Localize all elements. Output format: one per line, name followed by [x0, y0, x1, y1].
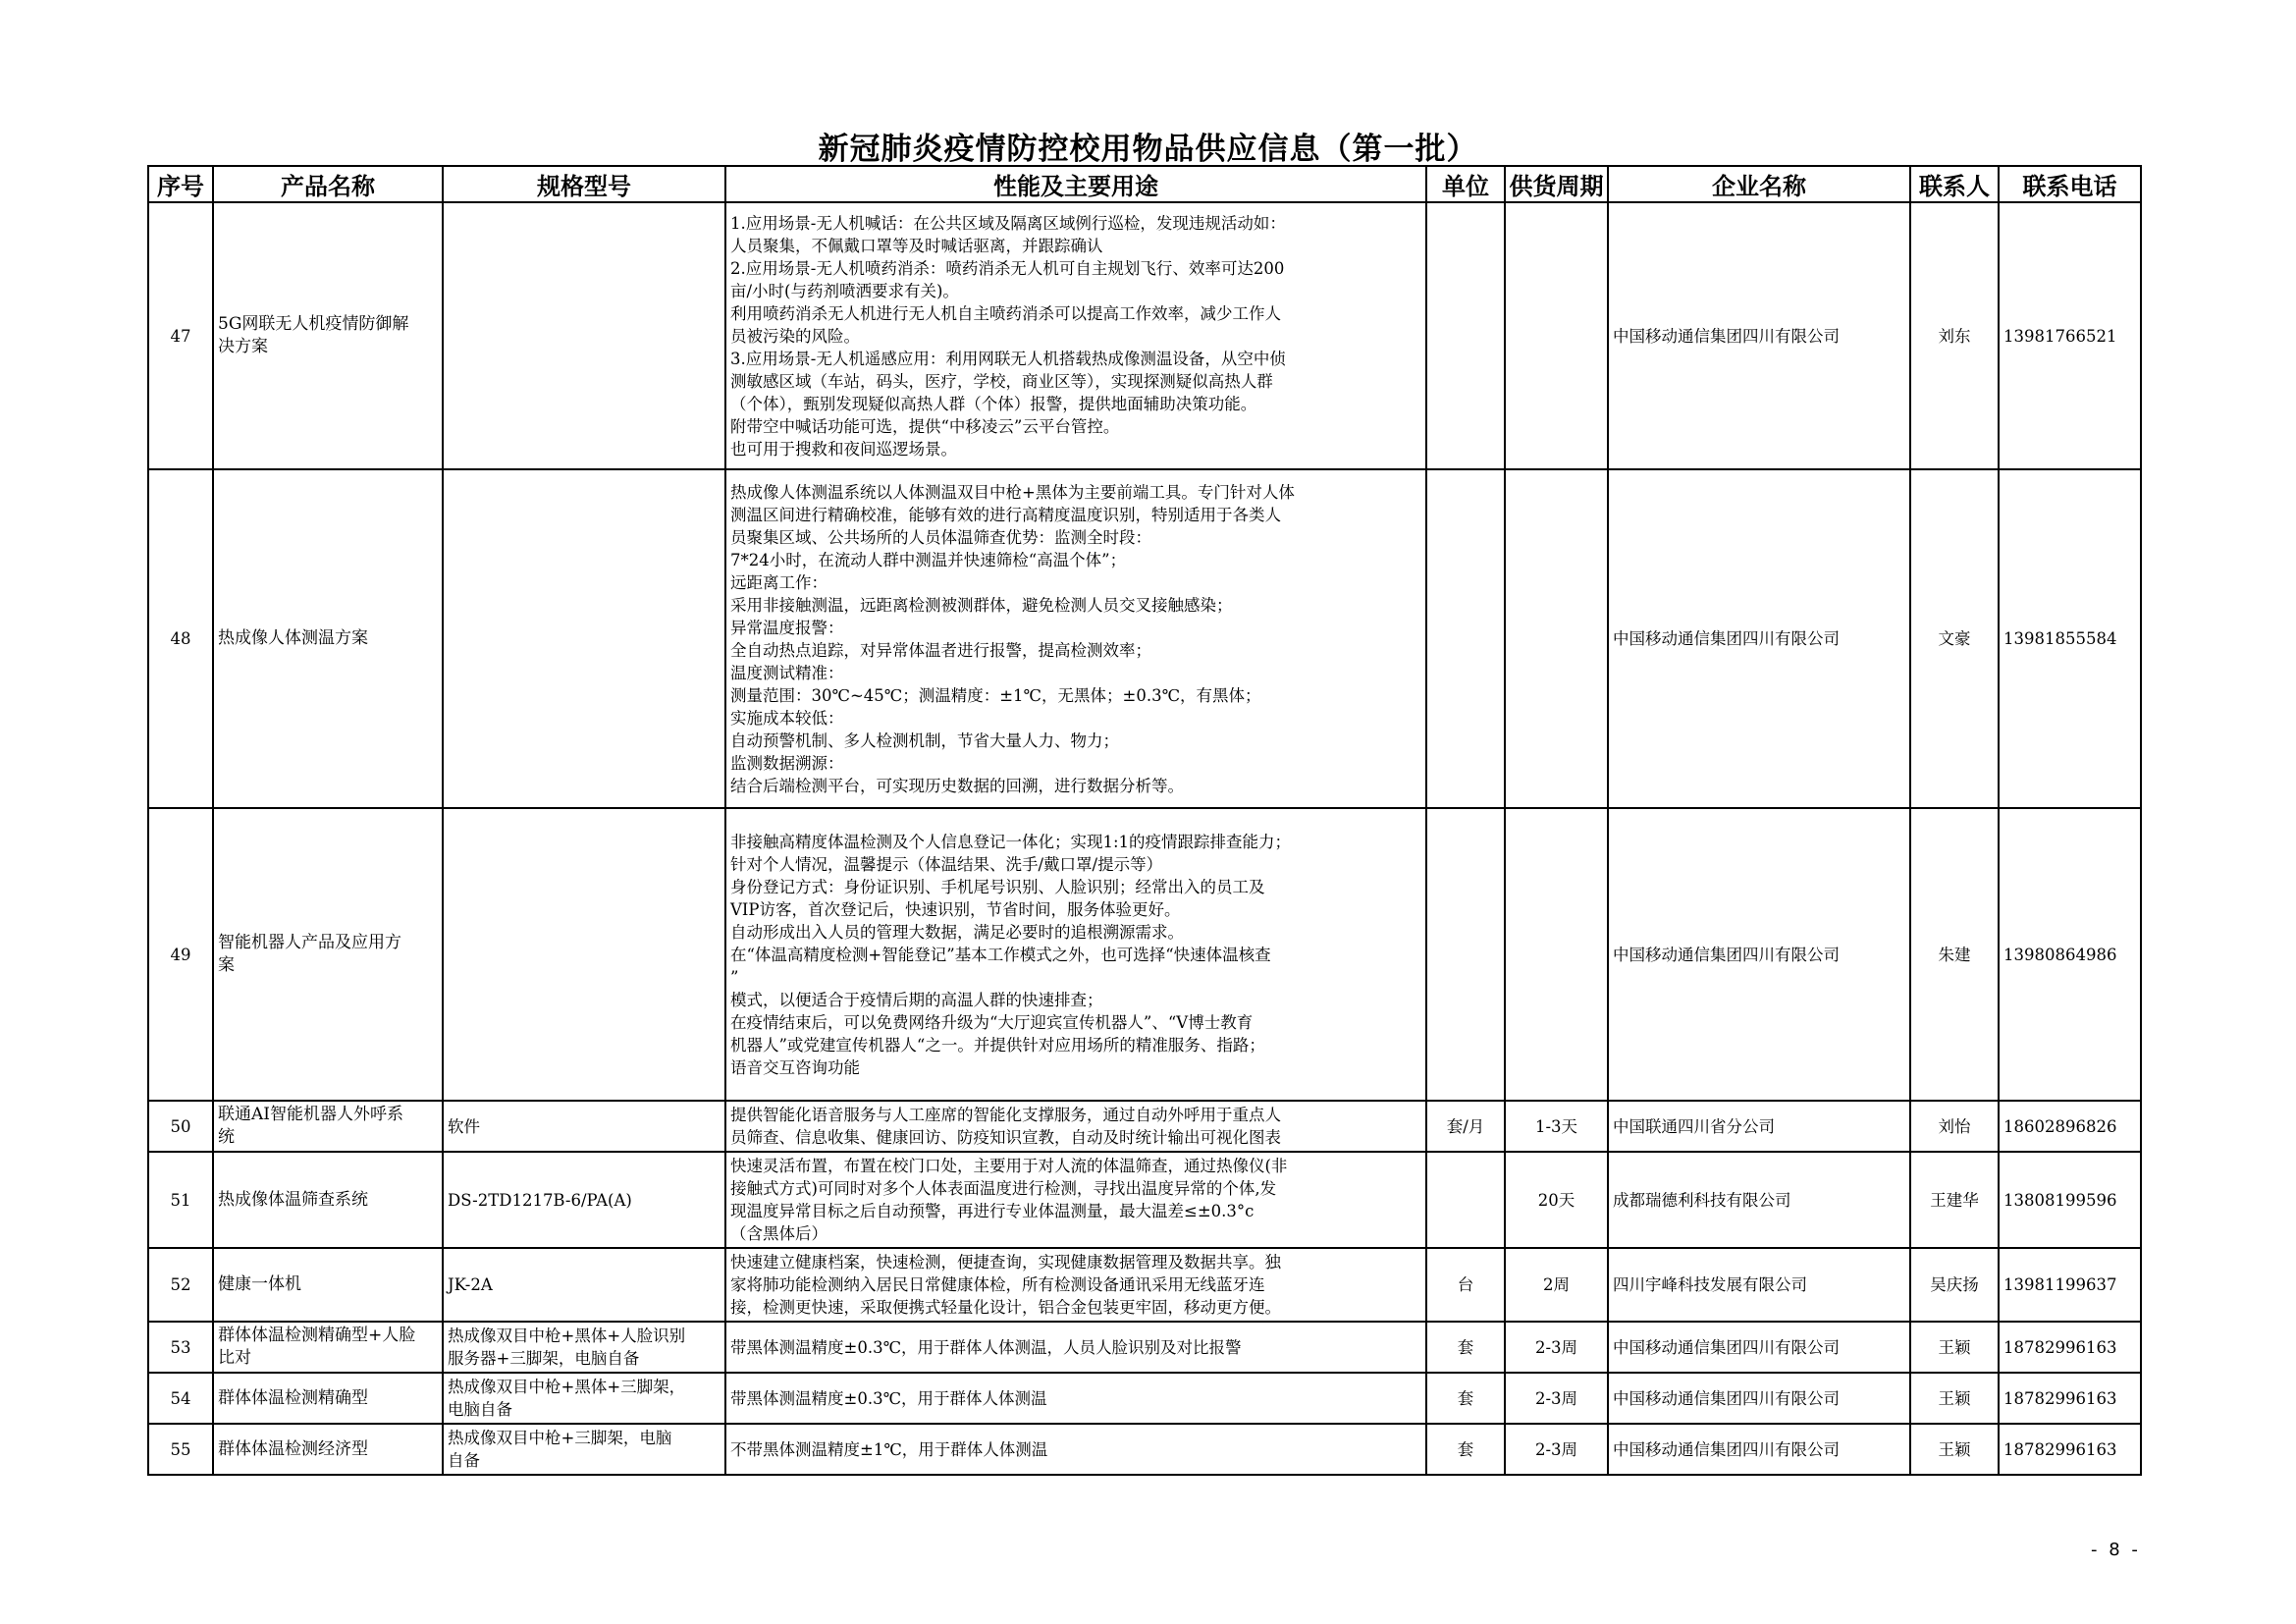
desc-line: 测温区间进行精确校准，能够有效的进行高精度温度识别，特别适用于各类人	[730, 505, 1281, 524]
desc-line: 远距离工作：	[730, 572, 828, 592]
desc-line: 也可用于搜救和夜间巡逻场景。	[730, 439, 957, 459]
unit-cell	[1426, 808, 1505, 1101]
desc-line: 亩/小时(与药剂喷洒要求有关)。	[730, 281, 959, 300]
function-cell	[725, 469, 1426, 808]
desc-line: 不带黑体测温精度±1℃，用于群体人体测温	[730, 1439, 1048, 1459]
cycle-cell: 1-3天	[1505, 1101, 1608, 1152]
phone-cell: 13808199596	[1999, 1152, 2141, 1248]
company-cell: 中国联通四川省分公司	[1608, 1101, 1910, 1152]
header-seq: 序号	[148, 166, 213, 202]
seq-cell: 47	[148, 202, 213, 469]
table-row	[148, 1152, 2141, 1248]
desc-line: 温度测试精准：	[730, 663, 844, 682]
desc-line: 在疫情结束后，可以免费网络升级为“大厅迎宾宣传机器人”、“V博士教育	[730, 1012, 1254, 1032]
unit-cell: 套	[1426, 1373, 1505, 1424]
product-cell	[213, 1322, 443, 1373]
seq-cell: 48	[148, 469, 213, 808]
spec-cell	[443, 1101, 725, 1152]
phone-cell: 13981766521	[1999, 202, 2141, 469]
seq-cell: 50	[148, 1101, 213, 1152]
desc-line: 附带空中喊话功能可选，提供“中移凌云”云平台管控。	[730, 416, 1120, 436]
cycle-cell	[1505, 808, 1608, 1101]
spec-line: DS-2TD1217B-6/PA(A)	[448, 1190, 632, 1210]
desc-line: 热成像人体测温系统以人体测温双目中枪+黑体为主要前端工具。专门针对人体	[730, 482, 1295, 502]
cycle-cell: 2-3周	[1505, 1373, 1608, 1424]
desc-line: 模式，以便适合于疫情后期的高温人群的快速排查；	[730, 990, 1103, 1009]
desc-line: 自动形成出入人员的管理大数据，满足必要时的追根溯源需求。	[730, 922, 1184, 942]
cycle-cell: 2-3周	[1505, 1424, 1608, 1475]
company-cell: 中国移动通信集团四川有限公司	[1608, 808, 1910, 1101]
phone-cell: 18602896826	[1999, 1101, 2141, 1152]
desc-line: VIP访客，首次登记后，快速识别，节省时间，服务体验更好。	[730, 899, 1181, 919]
desc-line: 员被污染的风险。	[730, 326, 860, 346]
desc-line: 快速灵活布置，布置在校门口处，主要用于对人流的体温筛查，通过热像仪(非	[730, 1157, 1288, 1175]
company-cell: 中国移动通信集团四川有限公司	[1608, 202, 1910, 469]
spec-line: 自备	[448, 1451, 480, 1470]
desc-line: 针对个人情况，温馨提示（体温结果、洗手/戴口罩/提示等）	[730, 854, 1163, 874]
desc-line: 家将肺功能检测纳入居民日常健康体检，所有检测设备通讯采用无线蓝牙连	[730, 1275, 1265, 1294]
contact-cell: 刘东	[1910, 202, 1999, 469]
phone-cell: 18782996163	[1999, 1424, 2141, 1475]
function-cell	[725, 1373, 1426, 1424]
seq-cell: 51	[148, 1152, 213, 1248]
product-line: 热成像人体测温方案	[218, 628, 368, 648]
contact-cell: 王建华	[1910, 1152, 1999, 1248]
unit-cell: 台	[1426, 1248, 1505, 1322]
desc-line: 实施成本较低：	[730, 708, 844, 728]
unit-cell	[1426, 202, 1505, 469]
company-cell: 四川宇峰科技发展有限公司	[1608, 1248, 1910, 1322]
contact-cell: 王颖	[1910, 1373, 1999, 1424]
spec-cell	[443, 469, 725, 808]
company-cell: 中国移动通信集团四川有限公司	[1608, 1373, 1910, 1424]
desc-line: 语音交互咨询功能	[730, 1057, 860, 1077]
table-row	[148, 1424, 2141, 1475]
phone-cell: 13981855584	[1999, 469, 2141, 808]
spec-line: 热成像双目中枪+三脚架，电脑	[448, 1429, 672, 1447]
desc-line: 1.应用场景-无人机喊话：在公共区域及隔离区域例行巡检，发现违规活动如：	[730, 213, 1286, 233]
spec-line: 软件	[448, 1116, 480, 1136]
product-cell	[213, 1152, 443, 1248]
table-row	[148, 202, 2141, 469]
table-row	[148, 1248, 2141, 1322]
contact-cell: 朱建	[1910, 808, 1999, 1101]
desc-line: 7*24小时，在流动人群中测温并快速筛检“高温个体”；	[730, 550, 1127, 569]
product-line: 案	[218, 955, 235, 975]
desc-line: （含黑体后）	[730, 1224, 828, 1243]
desc-line: 身份登记方式：身份证识别、手机尾号识别、人脸识别；经常出入的员工及	[730, 877, 1265, 896]
spec-line: 服务器+三脚架，电脑自备	[448, 1349, 640, 1368]
company-cell: 成都瑞德利科技有限公司	[1608, 1152, 1910, 1248]
header-contact: 联系人	[1910, 166, 1999, 202]
spec-line: JK-2A	[448, 1275, 493, 1294]
product-line: 统	[218, 1127, 235, 1147]
desc-line: 2.应用场景-无人机喷药消杀：喷药消杀无人机可自主规划飞行、效率可达200	[730, 258, 1285, 278]
desc-line: 人员聚集，不佩戴口罩等及时喊话驱离，并跟踪确认	[730, 236, 1103, 255]
desc-line: 现温度异常目标之后自动预警，再进行专业体温测量，最大温差≤±0.3°c	[730, 1202, 1255, 1220]
table-body	[148, 202, 2141, 1475]
phone-cell: 18782996163	[1999, 1322, 2141, 1373]
header-unit: 单位	[1426, 166, 1505, 202]
spec-cell	[443, 1373, 725, 1424]
product-line: 联通AI智能机器人外呼系	[218, 1105, 403, 1124]
desc-line: 带黑体测温精度±0.3℃，用于群体人体测温，人员人脸识别及对比报警	[730, 1337, 1242, 1357]
table-row	[148, 808, 2141, 1101]
desc-line: 3.应用场景-无人机遥感应用：利用网联无人机搭载热成像测温设备，从空中侦	[730, 349, 1286, 368]
header-row	[148, 166, 2141, 202]
company-cell: 中国移动通信集团四川有限公司	[1608, 1424, 1910, 1475]
seq-cell: 53	[148, 1322, 213, 1373]
desc-line: 结合后端检测平台，可实现历史数据的回溯，进行数据分析等。	[730, 776, 1184, 795]
header-phone: 联系电话	[1999, 166, 2141, 202]
desc-line: 接，检测更快速，采取便携式轻量化设计，铝合金包装更牢固，移动更方便。	[730, 1298, 1281, 1317]
seq-cell: 54	[148, 1373, 213, 1424]
product-line: 5G网联无人机疫情防御解	[218, 314, 409, 334]
function-cell	[725, 1322, 1426, 1373]
product-cell	[213, 1101, 443, 1152]
phone-cell: 18782996163	[1999, 1373, 2141, 1424]
desc-line: 自动预警机制、多人检测机制，节省大量人力、物力；	[730, 731, 1119, 750]
function-cell	[725, 1248, 1426, 1322]
page-number: - 8 -	[2091, 1540, 2141, 1560]
contact-cell: 文豪	[1910, 469, 1999, 808]
spec-line: 热成像双目中枪+黑体+三脚架，	[448, 1378, 686, 1396]
cycle-cell	[1505, 469, 1608, 808]
desc-line: 提供智能化语音服务与人工座席的智能化支撑服务，通过自动外呼用于重点人	[730, 1106, 1281, 1124]
product-cell	[213, 1424, 443, 1475]
company-cell: 中国移动通信集团四川有限公司	[1608, 469, 1910, 808]
desc-line: ”	[730, 967, 739, 987]
contact-cell: 吴庆扬	[1910, 1248, 1999, 1322]
desc-line: 异常温度报警：	[730, 618, 844, 637]
unit-cell	[1426, 1152, 1505, 1248]
unit-cell: 套	[1426, 1322, 1505, 1373]
desc-line: 采用非接触测温，远距离检测被测群体，避免检测人员交叉接触感染；	[730, 595, 1233, 615]
desc-line: 机器人”或党建宣传机器人“之一。并提供针对应用场所的精准服务、指路；	[730, 1035, 1265, 1055]
desc-line: 测敏感区域（车站，码头，医疗，学校，商业区等），实现探测疑似高热人群	[730, 371, 1273, 391]
function-cell	[725, 1424, 1426, 1475]
spec-cell	[443, 1248, 725, 1322]
table-row	[148, 1373, 2141, 1424]
product-cell	[213, 202, 443, 469]
product-line: 热成像体温筛查系统	[218, 1189, 368, 1210]
document-title: 新冠肺炎疫情防控校用物品供应信息（第一批）	[818, 132, 1478, 167]
desc-line: 在“体温高精度检测+智能登记”基本工作模式之外，也可选择“快速体温核查	[730, 945, 1271, 964]
function-cell	[725, 1101, 1426, 1152]
unit-cell	[1426, 469, 1505, 808]
function-cell	[725, 1152, 1426, 1248]
product-cell	[213, 469, 443, 808]
cycle-cell: 2周	[1505, 1248, 1608, 1322]
product-line: 群体体温检测精确型	[218, 1387, 368, 1408]
contact-cell: 刘怡	[1910, 1101, 1999, 1152]
desc-line: 监测数据溯源：	[730, 753, 844, 773]
contact-cell: 王颖	[1910, 1322, 1999, 1373]
desc-line: 带黑体测温精度±0.3℃，用于群体人体测温	[730, 1388, 1047, 1408]
desc-line: 快速建立健康档案，快速检测，便捷查询，实现健康数据管理及数据共享。独	[730, 1253, 1281, 1272]
contact-cell: 王颖	[1910, 1424, 1999, 1475]
spec-line: 热成像双目中枪+黑体+人脸识别	[448, 1326, 686, 1345]
supply-table	[147, 165, 2142, 1476]
cycle-cell: 20天	[1505, 1152, 1608, 1248]
company-cell: 中国移动通信集团四川有限公司	[1608, 1322, 1910, 1373]
header-product: 产品名称	[213, 166, 443, 202]
seq-cell: 49	[148, 808, 213, 1101]
desc-line: 利用喷药消杀无人机进行无人机自主喷药消杀可以提高工作效率，减少工作人	[730, 303, 1281, 323]
function-cell	[725, 808, 1426, 1101]
product-cell	[213, 1373, 443, 1424]
table-row	[148, 469, 2141, 808]
seq-cell: 55	[148, 1424, 213, 1475]
unit-cell: 套	[1426, 1424, 1505, 1475]
product-line: 群体体温检测精确型+人脸	[218, 1326, 416, 1345]
spec-cell	[443, 808, 725, 1101]
spec-cell	[443, 1322, 725, 1373]
desc-line: 接触式方式)可同时对多个人体表面温度进行检测，寻找出温度异常的个体,发	[730, 1179, 1277, 1198]
spec-line: 电脑自备	[448, 1400, 512, 1419]
desc-line: 全自动热点追踪，对异常体温者进行报警，提高检测效率；	[730, 640, 1151, 660]
desc-line: 测量范围：30℃~45℃；测温精度：±1℃，无黑体；±0.3℃，有黑体；	[730, 685, 1261, 705]
phone-cell: 13980864986	[1999, 808, 2141, 1101]
product-line: 群体体温检测经济型	[218, 1438, 368, 1459]
header-cycle: 供货周期	[1505, 166, 1608, 202]
seq-cell: 52	[148, 1248, 213, 1322]
unit-cell: 套/月	[1426, 1101, 1505, 1152]
header-company: 企业名称	[1608, 166, 1910, 202]
product-line: 智能机器人产品及应用方	[218, 933, 401, 952]
desc-line: 非接触高精度体温检测及个人信息登记一体化；实现1:1的疫情跟踪排查能力；	[730, 832, 1292, 851]
table-row	[148, 1101, 2141, 1152]
desc-line: 员聚集区域、公共场所的人员体温筛查优势：监测全时段：	[730, 527, 1151, 547]
function-cell	[725, 202, 1426, 469]
desc-line: 员筛查、信息收集、健康回访、防疫知识宣教，自动及时统计输出可视化图表	[730, 1128, 1281, 1147]
cycle-cell	[1505, 202, 1608, 469]
cycle-cell: 2-3周	[1505, 1322, 1608, 1373]
spec-cell	[443, 202, 725, 469]
product-cell	[213, 1248, 443, 1322]
product-line: 健康一体机	[218, 1274, 301, 1294]
header-spec: 规格型号	[443, 166, 725, 202]
desc-line: （个体），甄别发现疑似高热人群（个体）报警，提供地面辅助决策功能。	[730, 394, 1257, 413]
spec-cell	[443, 1152, 725, 1248]
product-line: 决方案	[218, 337, 268, 356]
product-cell	[213, 808, 443, 1101]
phone-cell: 13981199637	[1999, 1248, 2141, 1322]
header-function: 性能及主要用途	[725, 166, 1426, 202]
product-line: 比对	[218, 1348, 251, 1368]
table-row	[148, 1322, 2141, 1373]
spec-cell	[443, 1424, 725, 1475]
